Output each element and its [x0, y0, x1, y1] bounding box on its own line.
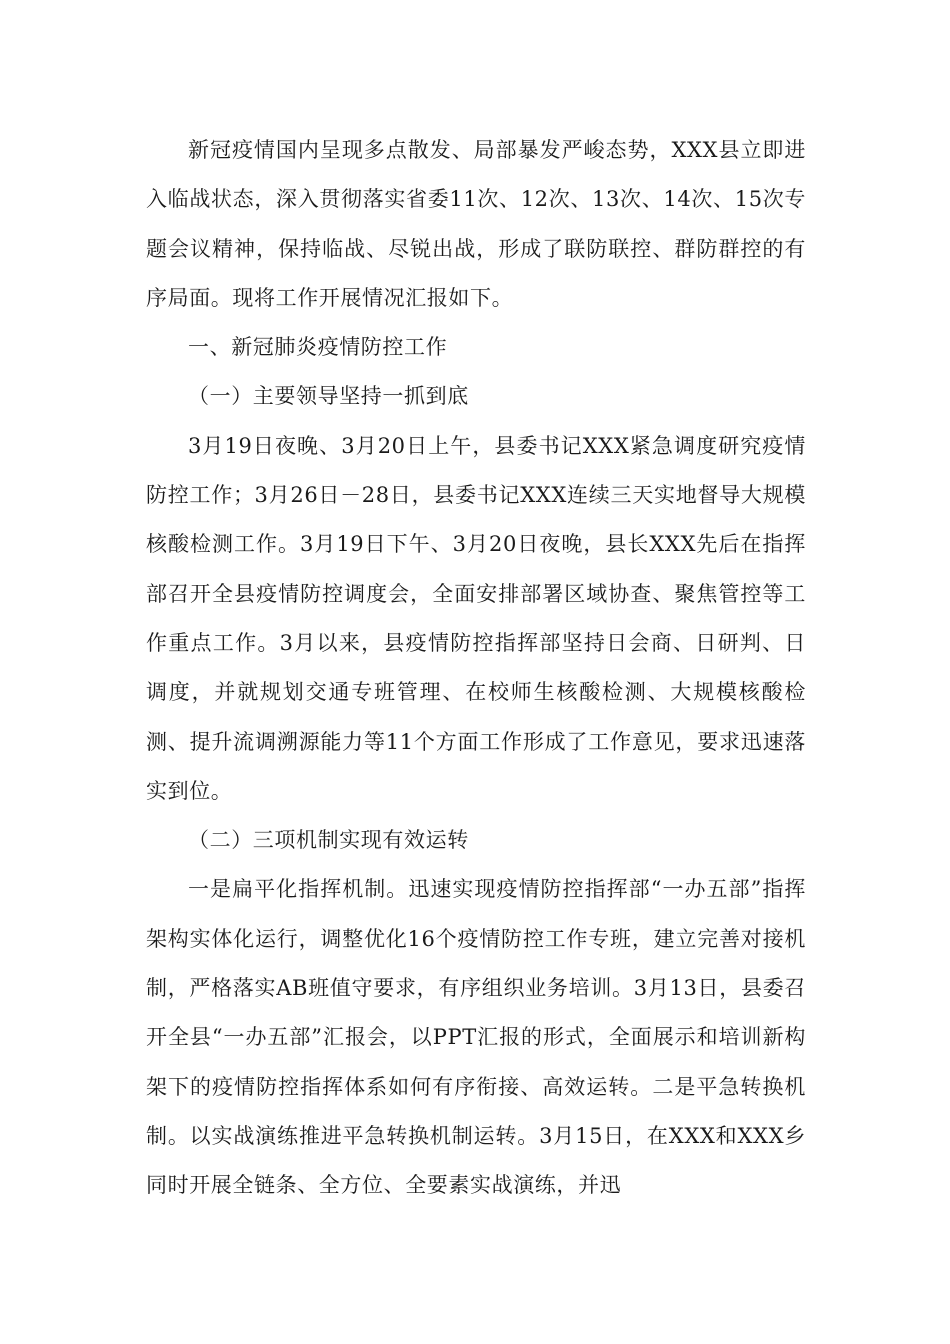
body-paragraph-mechanisms: 一是扁平化指挥机制。迅速实现疫情防控指挥部“一办五部”指挥架构实体化运行，调整优化16个疫情防控工作专班，建立完善对接机制，严格落实AB班值守要求，有序组织业务培训。3月13日，县委召开全县“一办五部”汇报会，以PPT汇报的形式，全面展示和培训新构架下的疫情防控指挥体系如何有序衔接、高效运转。二是平急转换机制。以实战演练推进平急转换机制运转。3月15日，在XXX和XXX乡同时开展全链条、全方位、全要素实战演练，并迅 [146, 877, 806, 1198]
intro-paragraph: 新冠疫情国内呈现多点散发、局部暴发严峻态势，XXX县立即进入临战状态，深入贯彻落实省委11次、12次、13次、14次、15次专题会议精神，保持临战、尽锐出战，形成了联防联控、群防群控的有序局面。现将工作开展情况汇报如下。 [146, 138, 806, 310]
section-heading-1: 一、新冠肺炎疫情防控工作 [188, 335, 448, 360]
document-body [146, 126, 806, 1211]
subsection-heading-2: （二）三项机制实现有效运转 [188, 828, 469, 853]
body-paragraph-leadership: 3月19日夜晚、3月20日上午，县委书记XXX紧急调度研究疫情防控工作；3月26日－28日，县委书记XXX连续三天实地督导大规模核酸检测工作。3月19日下午、3月20日夜晚，县长XXX先后在指挥部召开全县疫情防控调度会，全面安排部署区域协查、聚焦管控等工作重点工作。3月以来，县疫情防控指挥部坚持日会商、日研判、日调度，并就规划交通专班管理、在校师生核酸检测、大规模核酸检测、提升流调溯源能力等11个方面工作形成了工作意见，要求迅速落实到位。 [146, 433, 806, 803]
subsection-heading-1: （一）主要领导坚持一抓到底 [188, 384, 469, 409]
